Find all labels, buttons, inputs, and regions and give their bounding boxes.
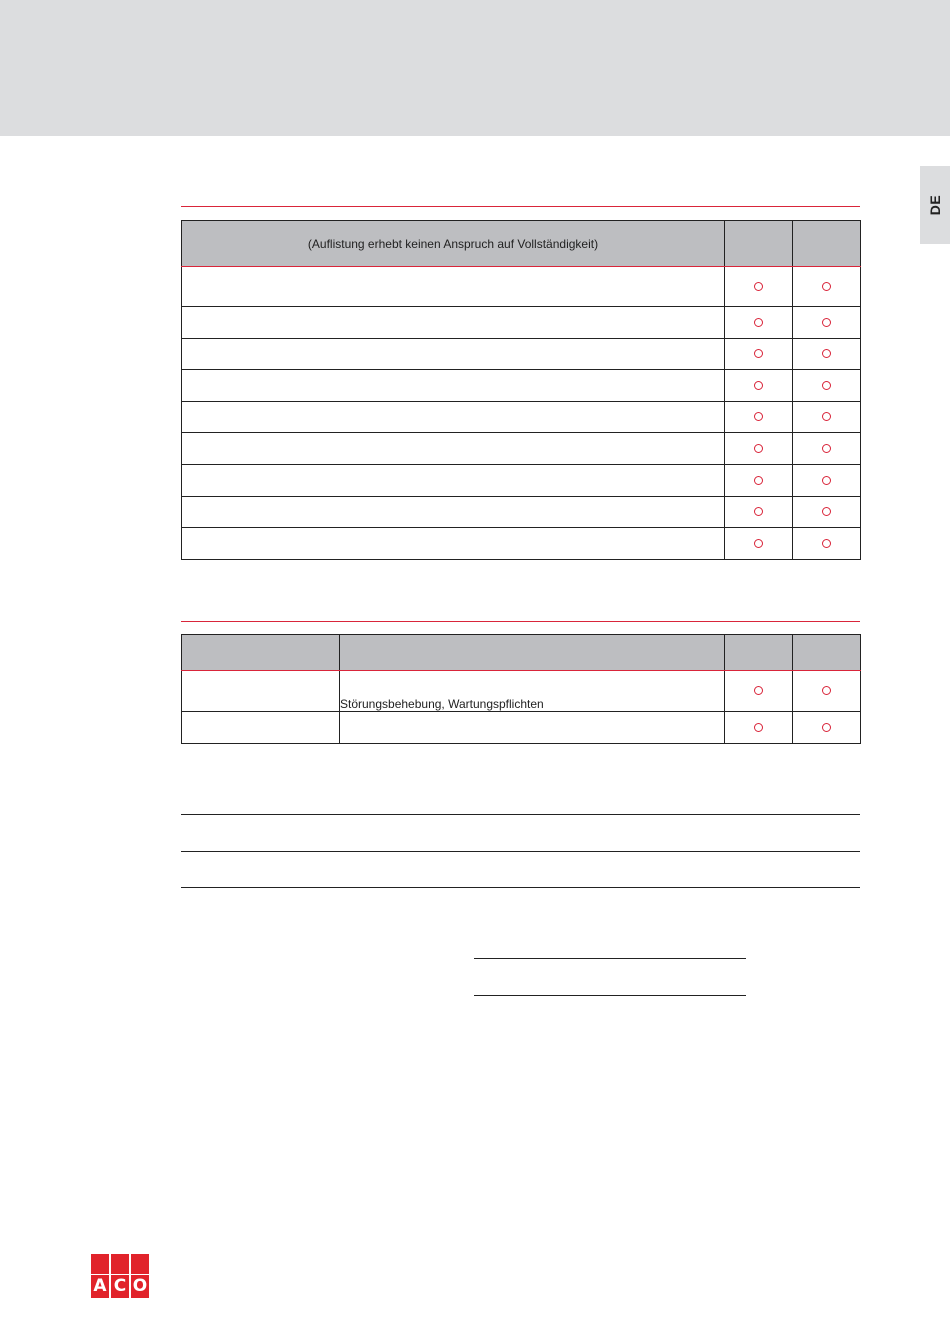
header-band [0,0,950,136]
row-text-cell [182,339,725,370]
checkbox-cell[interactable] [793,528,861,560]
checkbox-circle-icon[interactable] [822,539,831,548]
row-text-cell [182,267,725,307]
table1-header-col-a [725,221,793,267]
table-row [182,465,861,497]
table2-header-col-1 [182,635,340,671]
checkbox-circle-icon[interactable] [822,444,831,453]
row-text-cell [182,465,725,497]
row-text-cell [182,402,725,433]
checkbox-cell[interactable] [793,671,861,712]
table-row [182,402,861,433]
table-row [182,339,861,370]
checkbox-circle-icon[interactable] [822,381,831,390]
table-row [182,712,861,744]
checkbox-circle-icon[interactable] [754,349,763,358]
checkbox-cell[interactable] [793,339,861,370]
row-label-cell [182,712,340,744]
checkbox-circle-icon[interactable] [822,282,831,291]
language-tab[interactable] [920,166,950,244]
checkbox-cell[interactable] [725,671,793,712]
checkbox-circle-icon[interactable] [822,318,831,327]
checkbox-circle-icon[interactable] [754,476,763,485]
table-row [182,671,861,712]
checkbox-circle-icon[interactable] [754,444,763,453]
checkbox-cell[interactable] [793,465,861,497]
checkbox-circle-icon[interactable] [754,412,763,421]
checkbox-circle-icon[interactable] [754,381,763,390]
table-row [182,528,861,560]
language-tab-label: DE [926,194,943,216]
checkbox-circle-icon[interactable] [822,476,831,485]
checkbox-cell[interactable] [793,433,861,465]
row-description: Störungsbehebung, Wartungspflichten [340,671,725,712]
checkbox-circle-icon[interactable] [822,412,831,421]
row-text-cell [182,433,725,465]
section2-top-rule [181,621,860,622]
checkbox-circle-icon[interactable] [754,282,763,291]
logo-block [111,1254,129,1274]
table-row [182,370,861,402]
table-row [182,307,861,339]
checkbox-cell[interactable] [725,528,793,560]
checkbox-cell[interactable] [725,370,793,402]
checkbox-cell[interactable] [793,497,861,528]
table2-header-col-b [793,635,861,671]
checkbox-cell[interactable] [793,267,861,307]
logo-block [91,1254,109,1274]
checkbox-cell[interactable] [793,402,861,433]
row-text-cell [182,307,725,339]
table2-header-col-a [725,635,793,671]
checkbox-cell[interactable] [725,267,793,307]
signature-line[interactable] [474,995,746,996]
checkbox-cell[interactable] [725,402,793,433]
row-label-cell [182,671,340,712]
checkbox-cell[interactable] [793,712,861,744]
checkbox-cell[interactable] [725,465,793,497]
checklist-table-1 [181,220,861,560]
table1-header-col-b [793,221,861,267]
table1-header-note: (Auflistung erhebt keinen Anspruch auf Vollständigkeit) [182,221,725,267]
logo-letter: A [91,1275,109,1298]
checkbox-circle-icon[interactable] [822,349,831,358]
write-line[interactable] [181,851,860,852]
checkbox-cell[interactable] [725,712,793,744]
row-description [340,712,725,744]
checkbox-cell[interactable] [793,370,861,402]
row-text-cell [182,528,725,560]
checkbox-circle-icon[interactable] [822,723,831,732]
signature-line[interactable] [474,958,746,959]
row-text-cell [182,370,725,402]
checkbox-circle-icon[interactable] [754,507,763,516]
checkbox-cell[interactable] [725,307,793,339]
checkbox-cell[interactable] [725,433,793,465]
table-row [182,497,861,528]
table1-header-row [182,221,861,267]
checkbox-cell[interactable] [793,307,861,339]
section1-top-rule [181,206,860,207]
checkbox-circle-icon[interactable] [822,507,831,516]
table2-header-col-2 [340,635,725,671]
checkbox-cell[interactable] [725,497,793,528]
checkbox-circle-icon[interactable] [754,318,763,327]
logo-letter: C [111,1275,129,1298]
table-row [182,267,861,307]
aco-logo [91,1254,149,1298]
logo-block [131,1254,149,1274]
row-text-cell [182,497,725,528]
write-line[interactable] [181,814,860,815]
checkbox-circle-icon[interactable] [754,686,763,695]
table-row [182,433,861,465]
checkbox-cell[interactable] [725,339,793,370]
logo-letter: O [132,1276,148,1296]
write-line[interactable] [181,887,860,888]
checklist-table-2 [181,634,861,744]
checkbox-circle-icon[interactable] [754,723,763,732]
table2-header-row [182,635,861,671]
checkbox-circle-icon[interactable] [754,539,763,548]
checkbox-circle-icon[interactable] [822,686,831,695]
